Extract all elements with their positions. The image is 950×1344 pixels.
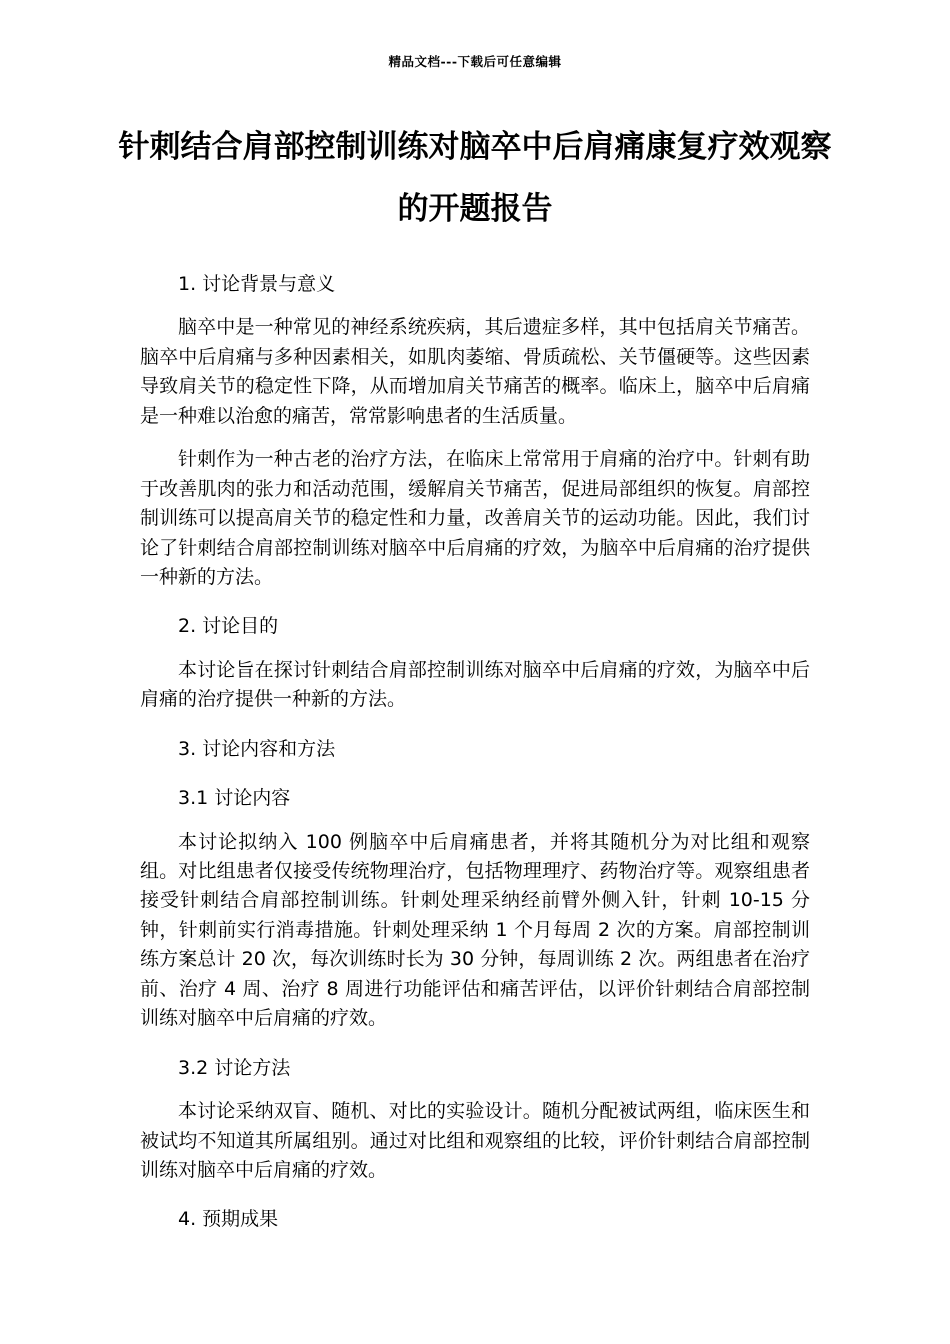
section-heading: 2. 讨论目的	[178, 615, 279, 638]
document-body	[140, 270, 810, 1235]
subsection-heading: 3.1 讨论内容	[178, 787, 291, 810]
paragraph: 针刺作为一种古老的治疗方法，在临床上常常用于肩痛的治疗中。针刺有助于改善肌肉的张力和活动范围，缓解肩关节痛苦，促进局部组织的恢复。肩部控制训练可以提高肩关节的稳定性和力量，改善肩关节的运动功能。因此，我们讨论了针刺结合肩部控制训练对脑卒中后肩痛的疗效，为脑卒中后肩痛的治疗提供一种新的方法。	[140, 448, 810, 588]
section-heading: 1. 讨论背景与意义	[178, 273, 336, 295]
paragraph: 脑卒中是一种常见的神经系统疾病，其后遗症多样，其中包括肩关节痛苦。脑卒中后肩痛与多种因素相关，如肌肉萎缩、骨质疏松、关节僵硬等。这些因素导致肩关节的稳定性下降，从而增加肩关节痛苦的概率。临床上，脑卒中后肩痛是一种难以治愈的痛苦，常常影响患者的生活质量。	[140, 316, 810, 427]
paragraph: 本讨论拟纳入 100 例脑卒中后肩痛患者，并将其随机分为对比组和观察组。对比组患者仅接受传统物理治疗，包括物理理疗、药物治疗等。观察组患者接受针刺结合肩部控制训练。针刺处理采纳经前臂外侧入针，针刺 10-15 分钟，针刺前实行消毒措施。针刺处理采纳 1 个月每周 2 次的方案。肩部控制训练方案总计 20 次，每次训练时长为 30 分钟，每周训练 2 次。两组患者在治疗前、治疗 4 周、治疗 8 周进行功能评估和痛苦评估，以评价针刺结合肩部控制训练对脑卒中后肩痛的疗效。	[140, 830, 810, 1030]
section-heading: 3. 讨论内容和方法	[178, 737, 336, 760]
document-title: 针刺结合肩部控制训练对脑卒中后肩痛康复疗效观察的开题报告	[118, 129, 832, 227]
paragraph: 本讨论采纳双盲、随机、对比的实验设计。随机分配被试两组，临床医生和被试均不知道其所属组别。通过对比组和观察组的比较，评价针刺结合肩部控制训练对脑卒中后肩痛的疗效。	[140, 1100, 810, 1181]
subsection-heading: 3.2 讨论方法	[178, 1056, 291, 1079]
section-heading: 4. 预期成果	[178, 1208, 279, 1231]
paragraph: 本讨论旨在探讨针刺结合肩部控制训练对脑卒中后肩痛的疗效，为脑卒中后肩痛的治疗提供一种新的方法。	[140, 658, 810, 711]
header-note: 精品文档---下载后可任意编辑	[388, 54, 562, 69]
